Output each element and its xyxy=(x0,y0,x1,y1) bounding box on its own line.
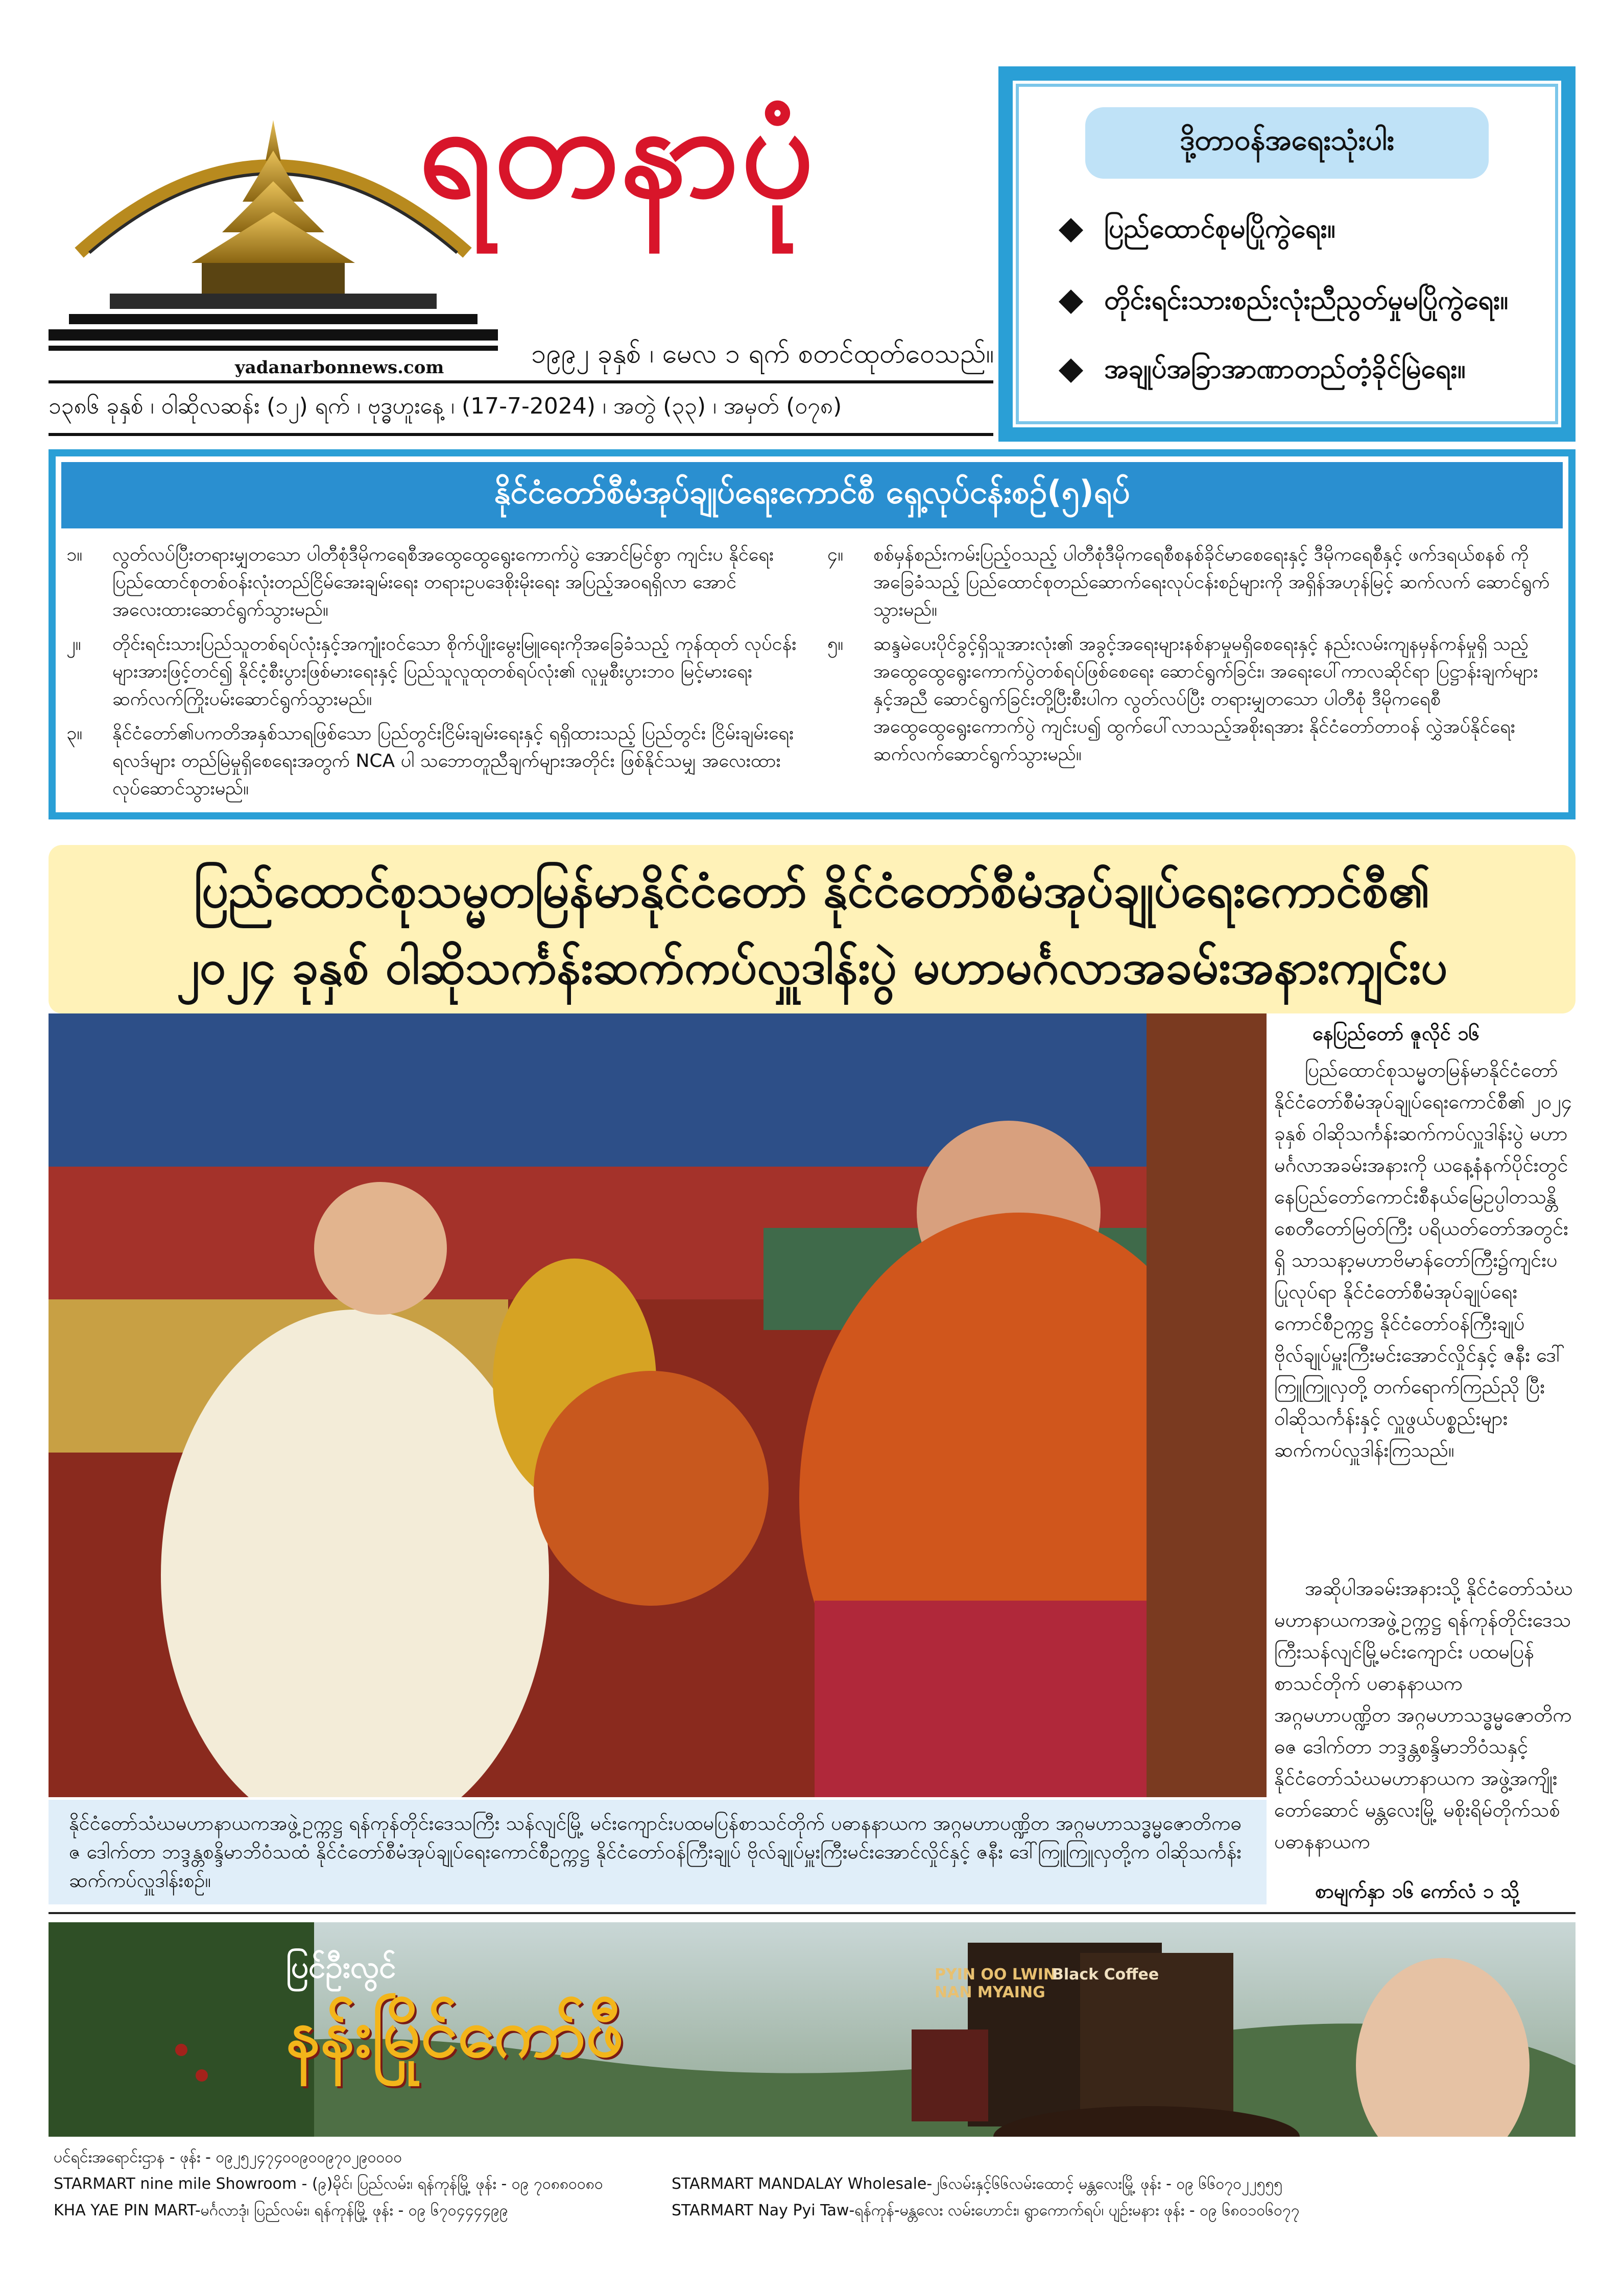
newspaper-title: ရတနာပုံ xyxy=(419,76,816,226)
ad-pack-label: Black Coffee xyxy=(1052,1966,1159,1984)
ad-contact-line: STARMART Nay Pyi Taw-ရန်ကုန်-မန္တလေး လမ်းဟောင်း၊ ရွာကောက်ရပ်၊ ပျဉ်းမနား ဖုန်း - ၀၉ ၆၈၀၁၀၆၀၇၇ xyxy=(672,2202,1300,2219)
diamond-bullet-icon xyxy=(1059,358,1083,383)
diamond-bullet-icon xyxy=(1059,218,1083,243)
article-paragraph: အဆိုပါအခမ်းအနားသို့ နိုင်ငံတော်သံဃမဟာနာယကအဖွဲ့ဥက္ကဋ္ဌ ရန်ကုန်တိုင်းဒေသကြီးသန်လျင်မြို့မင်းကျောင်း ပထမပြန်စာသင်တိုက် ပဓာနနာယက အဂ္ဂမဟာပဏ္ဍိတ အဂ္ဂမဟာသဒ္ဓမ္မဇောတိကဓဇ ဒေါက်တာ ဘဒ္ဒန္တစန္ဒိမာဘိဝံသနှင့်နိုင်ငံတော်သံဃမဟာနာယက အဖွဲ့အကျိုးတော်ဆောင် မန္တလေးမြို့ မစိုးရိမ်တိုက်သစ်ပဓာနနာယက xyxy=(1274,1577,1573,1853)
divider xyxy=(49,433,993,436)
objective-item: ၅။ ဆန္ဒမဲပေးပိုင်ခွင့်ရှိသူအားလုံး၏ အခွင့်အရေးများနစ်နာမှုမရှိစေရေးနှင့် နည်းလမ်းကျနမှန်ကန်မှုရှိ သည့် အထွေထွေရွေးကောက်ပွဲတစ်ရပ်ဖြစ်စေရေး ဆောင်ရွက်ခြင်း၊ အရေးပေါ်ကာလဆိုင်ရာ ပြဋ္ဌာန်းချက်များနှင့်အညီ ဆောင်ရွက်ခြင်းတို့ပြီးစီးပါက လွတ်လပ်ပြီး တရားမျှတသော ပါတီစုံ ဒီမိုကရေစီ အထွေထွေရွေးကောက်ပွဲ ကျင်းပ၍ ထွက်ပေါ်လာသည့်အစိုးရအား နိုင်ငံတော်တာဝန် လွှဲအပ်နိုင်ရေး ဆက်လက်ဆောင်ရွက်သွားမည်။ xyxy=(827,634,1538,765)
diamond-bullet-icon xyxy=(1059,289,1083,314)
slogan-item: ပြည်ထောင်စုမပြိုကွဲရေး။ xyxy=(1062,212,1335,251)
slogan-title: ဒို့တာဝန်အရေးသုံးပါး xyxy=(1085,107,1489,179)
objectives-title: နိုင်ငံတော်စီမံအုပ်ချုပ်ရေးကောင်စီ ရှေ့လုပ်ငန်းစဉ်(၅)ရပ် xyxy=(61,462,1563,528)
article-paragraph: ပြည်ထောင်စုသမ္မတမြန်မာနိုင်ငံတော် နိုင်ငံတော်စီမံအုပ်ချုပ်ရေးကောင်စီ၏ ၂၀၂၄ ခုနှစ် ဝါဆိုသင်္ကန်းဆက်ကပ်လှူဒါန်းပွဲ မဟာမင်္ဂလာအခမ်းအနားကို ယနေ့နံနက်ပိုင်းတွင် နေပြည်တော်ကောင်းစီနယ်မြေဥပ္ပါတသန္တိစေတီတော်မြတ်ကြီး ပရိယတ်တော်အတွင်းရှိ သာသနာ့မဟာဗိမာန်တော်ကြီး၌ကျင်းပပြုလုပ်ရာ နိုင်ငံတော်စီမံအုပ်ချုပ်ရေးကောင်စီဥက္ကဋ္ဌ နိုင်ငံတော်ဝန်ကြီးချုပ် ဗိုလ်ချုပ်မှူးကြီးမင်းအောင်လှိုင်နှင့် ဇနီး ဒေါ်ကြူကြူလှတို့ တက်ရောက်ကြည်ညို ပြီး ဝါဆိုသင်္ကန်းနှင့် လှူဖွယ်ပစ္စည်းများ ဆက်ကပ်လှူဒါန်းကြသည်။ xyxy=(1274,1059,1572,1461)
website-url: yadanarbonnews.com xyxy=(235,357,444,378)
photo-caption: နိုင်ငံတော်သံဃမဟာနာယကအဖွဲ့ဥက္ကဋ္ဌ ရန်ကုန်တိုင်းဒေသကြီး သန်လျင်မြို့ မင်းကျောင်းပထမပြန်စာသင်တိုက် ပဓာနနာယက အဂ္ဂမဟာပဏ္ဍိတ အဂ္ဂမဟာသဒ္ဓမ္မဇောတိကဓဇ ဒေါက်တာ ဘဒ္ဒန္တစန္ဒိမာဘိဝံသထံ နိုင်ငံတော်စီမံအုပ်ချုပ်ရေးကောင်စီဥက္ကဋ္ဌ နိုင်ငံတော်ဝန်ကြီးချုပ် ဗိုလ်ချုပ်မှူးကြီးမင်းအောင်လှိုင်နှင့် ဇနီး ဒေါ်ကြူကြူလှတို့က ဝါဆိုသင်္ကန်းဆက်ကပ်လှူဒါန်းစဉ်။ xyxy=(49,1800,1267,1904)
ad-pack-label: PYIN OO LWIN NAN MYAING xyxy=(935,1966,1057,2001)
slogan-item: အချုပ်အခြာအာဏာတည်တံ့ခိုင်မြဲရေး။ xyxy=(1062,352,1465,391)
divider xyxy=(49,1912,1576,1914)
objective-item: ၂။ တိုင်းရင်းသားပြည်သူတစ်ရပ်လုံးနှင့်အကျုံးဝင်သော စိုက်ပျိုးမွေးမြူရေးကိုအခြေခံသည့် ကုန်ထုတ် လုပ်ငန်းများအားဖြင့်တင်၍ နိုင်ငံ့စီးပွားဖြစ်မားရေးနှင့် ပြည်သူလူထုတစ်ရပ်လုံး၏ လူမှုစီးပွားဘဝ မြင့်မားရေး ဆက်လက်ကြိုးပမ်းဆောင်ရွက်သွားမည်။ xyxy=(66,634,797,710)
divider xyxy=(49,380,993,383)
continued-note: စာမျက်နှာ ၁၆ ကော်လံ ၁ သို့ xyxy=(1315,1880,1520,1902)
slogan-item: တိုင်းရင်းသားစည်းလုံးညီညွတ်မှုမပြိုကွဲရေး။ xyxy=(1062,283,1508,322)
article-dateline: နေပြည်တော် ဇူလိုင် ၁၆ xyxy=(1312,1022,1479,1045)
ad-contact-line: STARMART nine mile Showroom - (၉)မိုင်၊ ပြည်လမ်း၊ ရန်ကုန်မြို့ ဖုန်း - ၀၉ ၇၀၈၈၀၀၈၀ xyxy=(54,2175,603,2193)
ad-brand-big: နန်းမြိုင်ကော်ဖီ xyxy=(286,1994,624,2072)
objective-item: ၁။ လွတ်လပ်ပြီးတရားမျှတသော ပါတီစုံဒီမိုကရေစီအထွေထွေရွေးကောက်ပွဲ အောင်မြင်စွာ ကျင်းပ နိုင်ရေး ပြည်ထောင်စုတစ်ဝန်းလုံးတည်ငြိမ်အေးချမ်းရေး တရားဥပဒေစိုးမိုးရေး အပြည့်အဝရရှိလာ အောင် အလေးထားဆောင်ရွက်သွားမည်။ xyxy=(66,544,774,620)
founded-note: ၁၉၉၂ ခုနှစ် ၊ မေလ ၁ ရက် စတင်ထုတ်ဝေသည်။ xyxy=(531,339,994,369)
headline-line-2: ၂၀၂၄ ခုနှစ် ဝါဆိုသင်္ကန်းဆက်ကပ်လှူဒါန်းပွဲ မဟာမင်္ဂလာအခမ်းအနားကျင်းပ xyxy=(176,940,1448,995)
ad-contact-line: KHA YAE PIN MART-မင်္ဂလာဒုံ၊ ပြည်လမ်း၊ ရန်ကုန်မြို့ ဖုန်း - ၀၉ ၆၇၀၄၄၄၄၉၉ xyxy=(54,2202,508,2219)
objective-item: ၄။ စစ်မှန်စည်းကမ်းပြည့်ဝသည့် ပါတီစုံဒီမိုကရေစီစနစ်ခိုင်မာစေရေးနှင့် ဒီမိုကရေစီနှင့် ဖက်ဒရယ်စနစ် ကို အခြေခံသည့် ပြည်ထောင်စုတည်ဆောက်ရေးလုပ်ငန်းစဉ်များကို အရှိန်အဟုန်မြင့် ဆက်လက် ဆောင်ရွက်သွားမည်။ xyxy=(827,544,1550,620)
issue-dateline: ၁၃၈၆ ခုနှစ် ၊ ဝါဆိုလဆန်း (၁၂) ရက် ၊ ဗုဒ္ဓဟူးနေ့ ၊ (17-7-2024) ၊ အတွဲ (၃၃) ၊ အမှတ် (၀၇၈) xyxy=(49,393,842,419)
objective-item: ၃။ နိုင်ငံတော်၏ပကတိအနှစ်သာရဖြစ်သော ပြည်တွင်းငြိမ်းချမ်းရေးနှင့် ရရှိထားသည့် ပြည်တွင်း ငြိမ်းချမ်းရေးရလဒ်များ တည်မြဲမှုရှိစေရေးအတွက် NCA ပါ သဘောတူညီချက်များအတိုင်း ဖြစ်နိုင်သမျှ အလေးထားလုပ်ဆောင်သွားမည်။ xyxy=(66,723,794,799)
ad-contact-line: STARMART MANDALAY Wholesale-၂၆လမ်းနှင့်၆၆လမ်းထောင့် မန္တလေးမြို့ ဖုန်း - ၀၉ ၆၆၀၇၀၂၂၅၅၅ xyxy=(672,2175,1283,2193)
ad-contact-line: ပင်ရင်းအရောင်းဌာန - ဖုန်း - ၀၉၂၅၂၄၇၄၀၀၉၀၀၉၇၀၂၉၀၀၀၀ xyxy=(54,2148,402,2166)
ceremony-photo xyxy=(49,1013,1267,1797)
headline-line-1: ပြည်ထောင်စုသမ္မတမြန်မာနိုင်ငံတော် နိုင်ငံတော်စီမံအုပ်ချုပ်ရေးကောင်စီ၏ xyxy=(194,863,1430,918)
ad-brand-small: ပြင်ဦးလွင် xyxy=(286,1949,396,1985)
